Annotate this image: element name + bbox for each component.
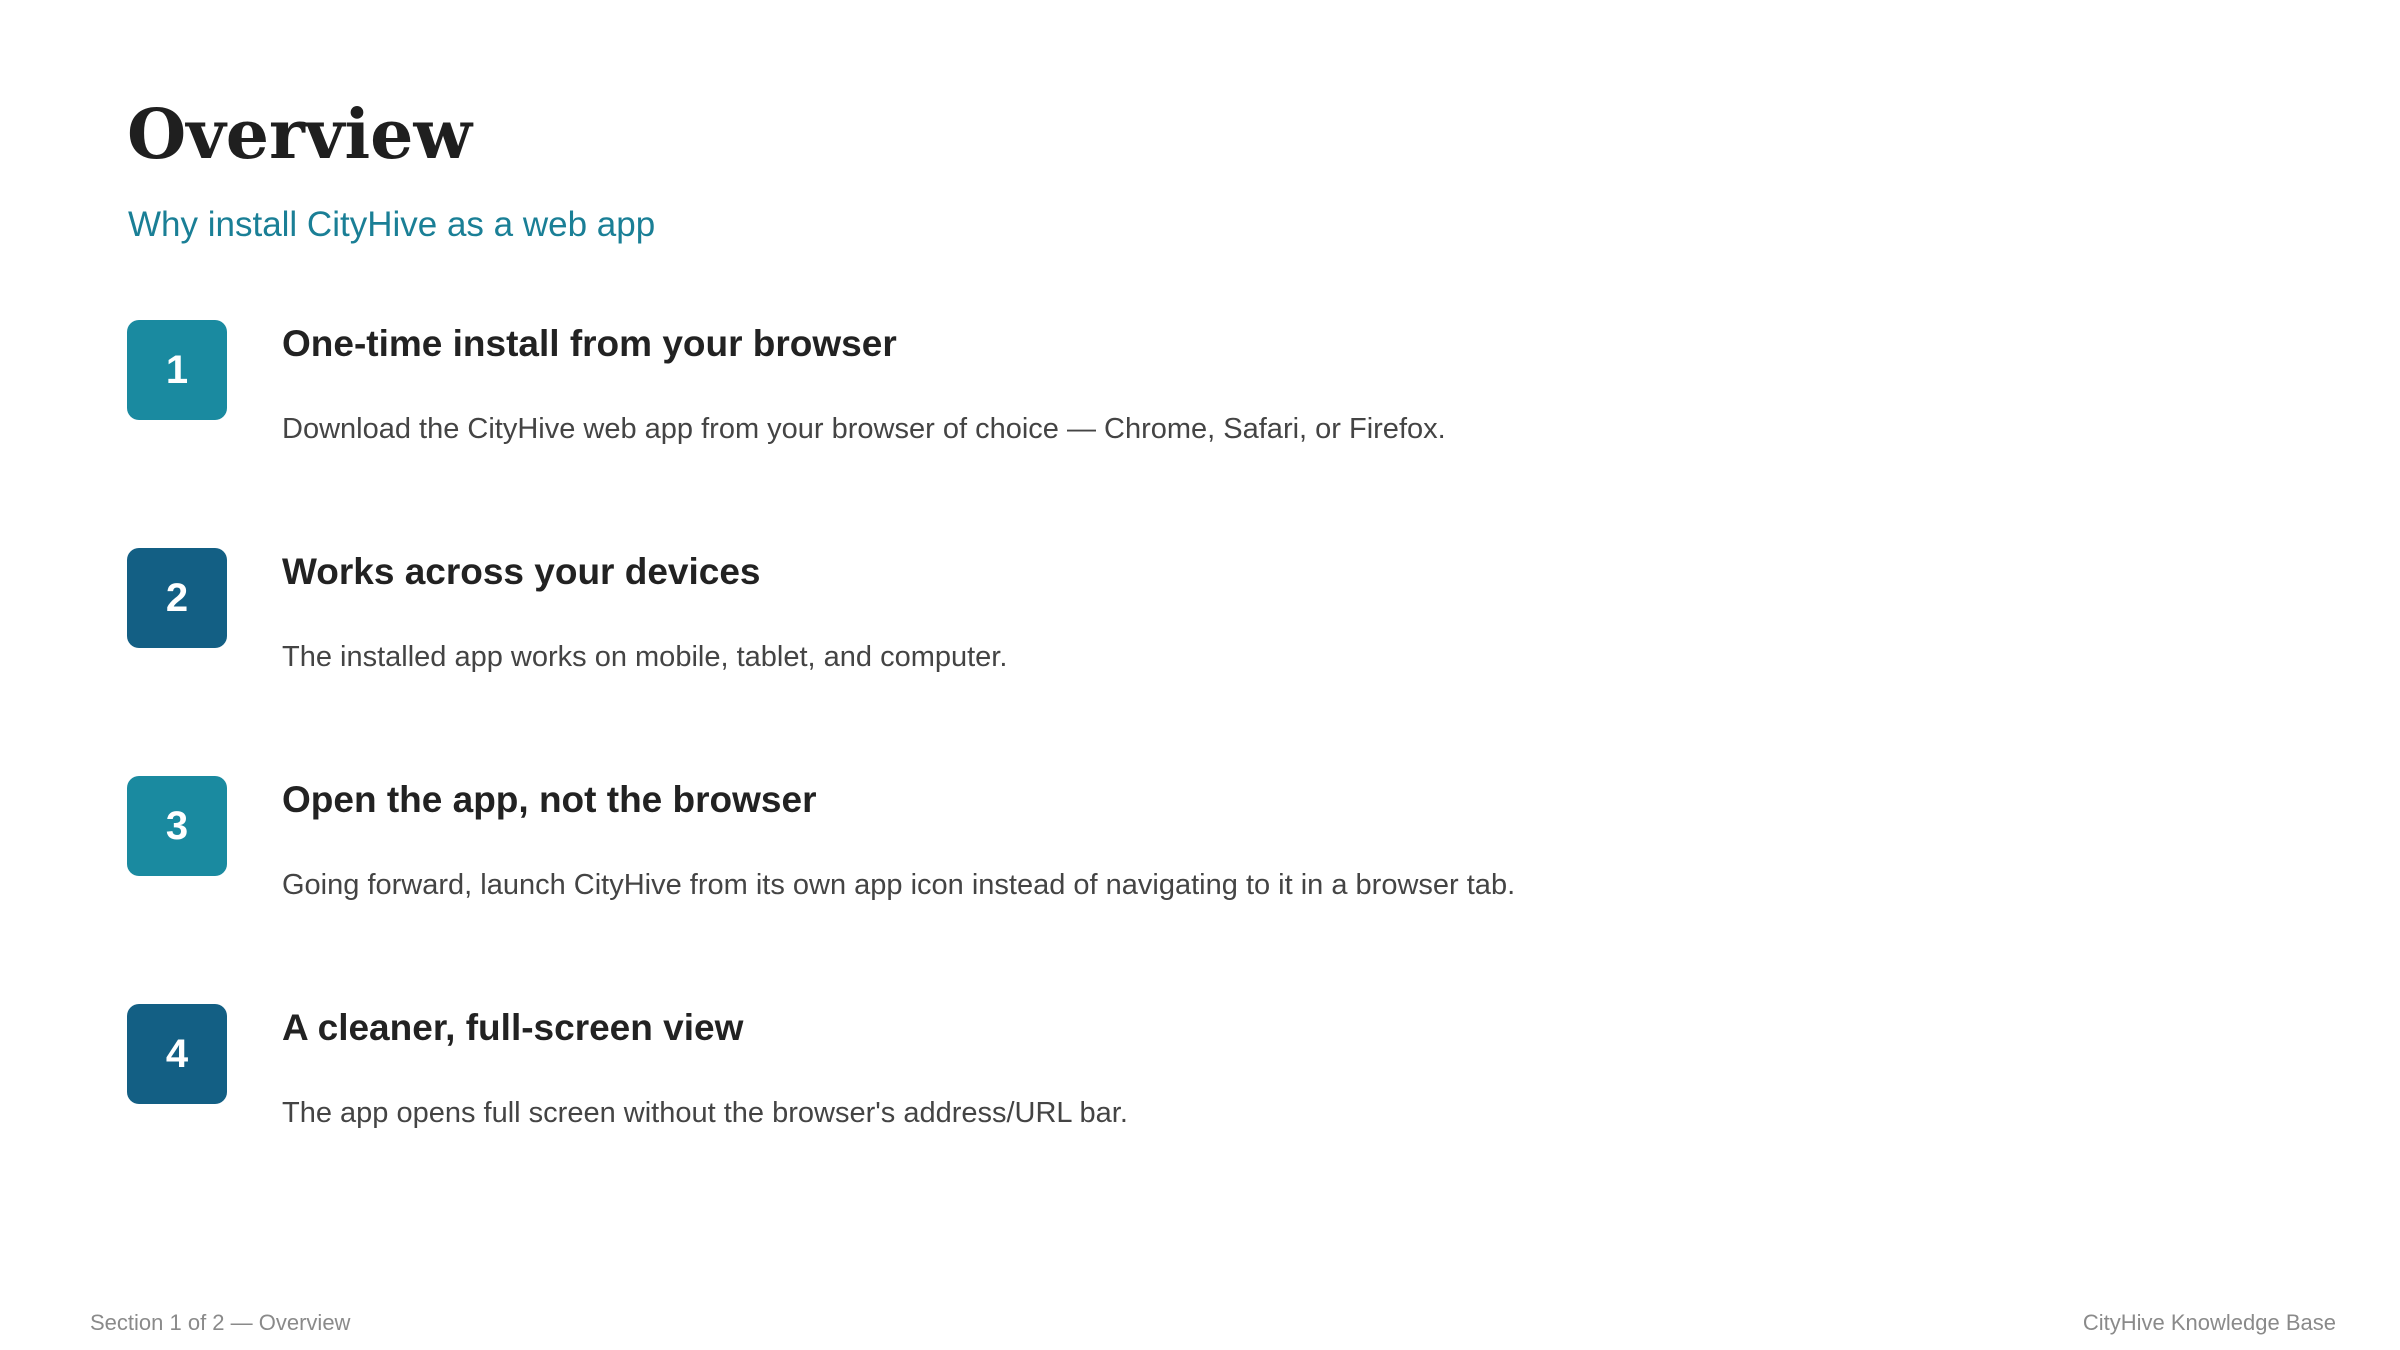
step-description: Going forward, launch CityHive from its own app icon instead of navigating to it in a browser tab.: [282, 869, 1516, 901]
step-title: One-time install from your browser: [282, 323, 897, 364]
step-description: Download the CityHive web app from your browser of choice — Chrome, Safari, or Firefox.: [282, 413, 1446, 445]
step-item-4: [127, 1004, 1927, 1129]
page-title: Overview: [127, 95, 472, 175]
page-subtitle: Why install CityHive as a web app: [128, 205, 656, 244]
step-item-3: [127, 776, 1927, 901]
step-item-1: [127, 320, 1927, 445]
footer-brand-label: CityHive Knowledge Base: [2082, 1310, 2336, 1335]
step-title: Works across your devices: [282, 551, 761, 592]
step-number-badge: 2: [127, 548, 227, 648]
footer-section-label: Section 1 of 2 — Overview: [90, 1310, 351, 1335]
step-description: The installed app works on mobile, tablet, and computer.: [282, 641, 1008, 673]
step-title: A cleaner, full-screen view: [282, 1007, 744, 1048]
step-number-badge: 4: [127, 1004, 227, 1104]
step-title: Open the app, not the browser: [282, 779, 817, 820]
step-number-badge: 3: [127, 776, 227, 876]
step-description: The app opens full screen without the browser's address/URL bar.: [282, 1097, 1128, 1129]
step-item-2: [127, 548, 1927, 673]
step-number-badge: 1: [127, 320, 227, 420]
